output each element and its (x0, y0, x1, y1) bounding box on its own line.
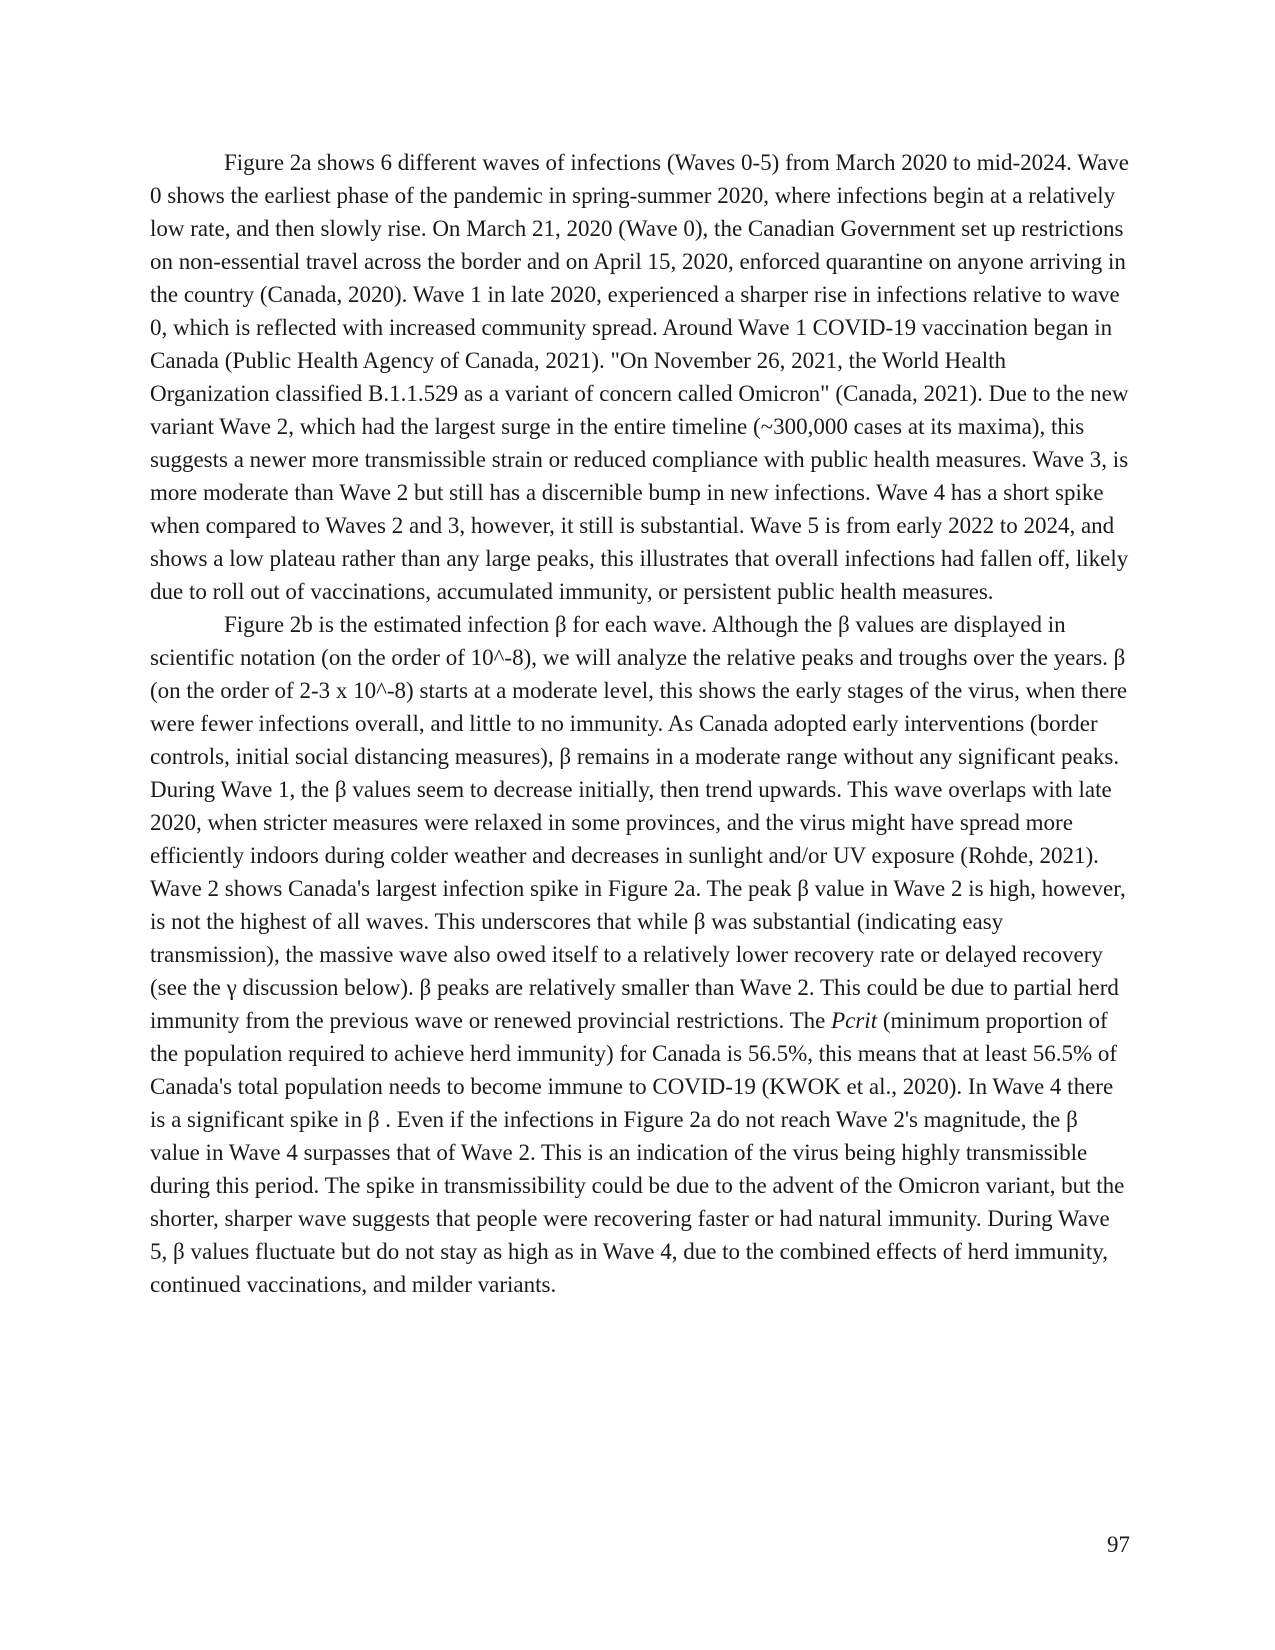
body-text (150, 146, 1130, 1301)
pcrit-term: Pcrit (831, 1008, 878, 1033)
paragraph-figure-2b (150, 608, 1130, 1301)
paragraph-figure-2b-part-1: Figure 2b is the estimated infection β for each wave. Although the β values are displayed in scientific notation (on the order of 10^-8), we will analyze the relative peaks and troughs over the years. β (on the order of 2-3 x 10^-8) starts at a moderate level, this shows the early stages of the virus, when there were fewer infections overall, and little to no immunity. As Canada adopted early interventions (border controls, initial social distancing measures), β remains in a moderate range without any significant peaks. During Wave 1, the β values seem to decrease initially, then trend upwards. This wave overlaps with late 2020, when stricter measures were relaxed in some provinces, and the virus might have spread more efficiently indoors during colder weather and decreases in sunlight and/or UV exposure (Rohde, 2021). Wave 2 shows Canada's largest infection spike in Figure 2a. The peak β value in Wave 2 is high, however, is not the highest of all waves. This underscores that while β was substantial (indicating easy transmission), the massive wave also owed itself to a relatively lower recovery rate or delayed recovery (see the γ discussion below). β peaks are relatively smaller than Wave 2. This could be due to partial herd immunity from the previous wave or renewed provincial restrictions. The (150, 612, 1128, 1033)
paragraph-figure-2a: Figure 2a shows 6 different waves of infections (Waves 0-5) from March 2020 to mid-2024. Wave 0 shows the earliest phase of the pandemic in spring-summer 2020, where infections begin at a relatively low rate, and then slowly rise. On March 21, 2020 (Wave 0), the Canadian Government set up restrictions on non-essential travel across the border and on April 15, 2020, enforced quarantine on anyone arriving in the country (Canada, 2020). Wave 1 in late 2020, experienced a sharper rise in infections relative to wave 0, which is reflected with increased community spread. Around Wave 1 COVID-19 vaccination began in Canada (Public Health Agency of Canada, 2021). "On November 26, 2021, the World Health Organization classified B.1.1.529 as a variant of concern called Omicron" (Canada, 2021). Due to the new variant Wave 2, which had the largest surge in the entire timeline (~300,000 cases at its maxima), this suggests a newer more transmissible strain or reduced compliance with public health measures. Wave 3, is more moderate than Wave 2 but still has a discernible bump in new infections. Wave 4 has a short spike when compared to Waves 2 and 3, however, it still is substantial. Wave 5 is from early 2022 to 2024, and shows a low plateau rather than any large peaks, this illustrates that overall infections had fallen off, likely due to roll out of vaccinations, accumulated immunity, or persistent public health measures. (150, 150, 1130, 604)
page-number: 97 (1107, 1532, 1130, 1557)
paragraph-figure-2b-part-2: (minimum proportion of the population required to achieve herd immunity) for Canada is 56.5%, this means that at least 56.5% of Canada's total population needs to become immune to COVID-19 (KWOK et al., 2020). In Wave 4 there is a significant spike in β . Even if the infections in Figure 2a do not reach Wave 2's magnitude, the β value in Wave 4 surpasses that of Wave 2. This is an indication of the virus being highly transmissible during this period. The spike in transmissibility could be due to the advent of the Omicron variant, but the shorter, sharper wave suggests that people were recovering faster or had natural immunity. During Wave 5, β values fluctuate but do not stay as high as in Wave 4, due to the combined effects of herd immunity, continued vaccinations, and milder variants. (150, 1008, 1125, 1297)
